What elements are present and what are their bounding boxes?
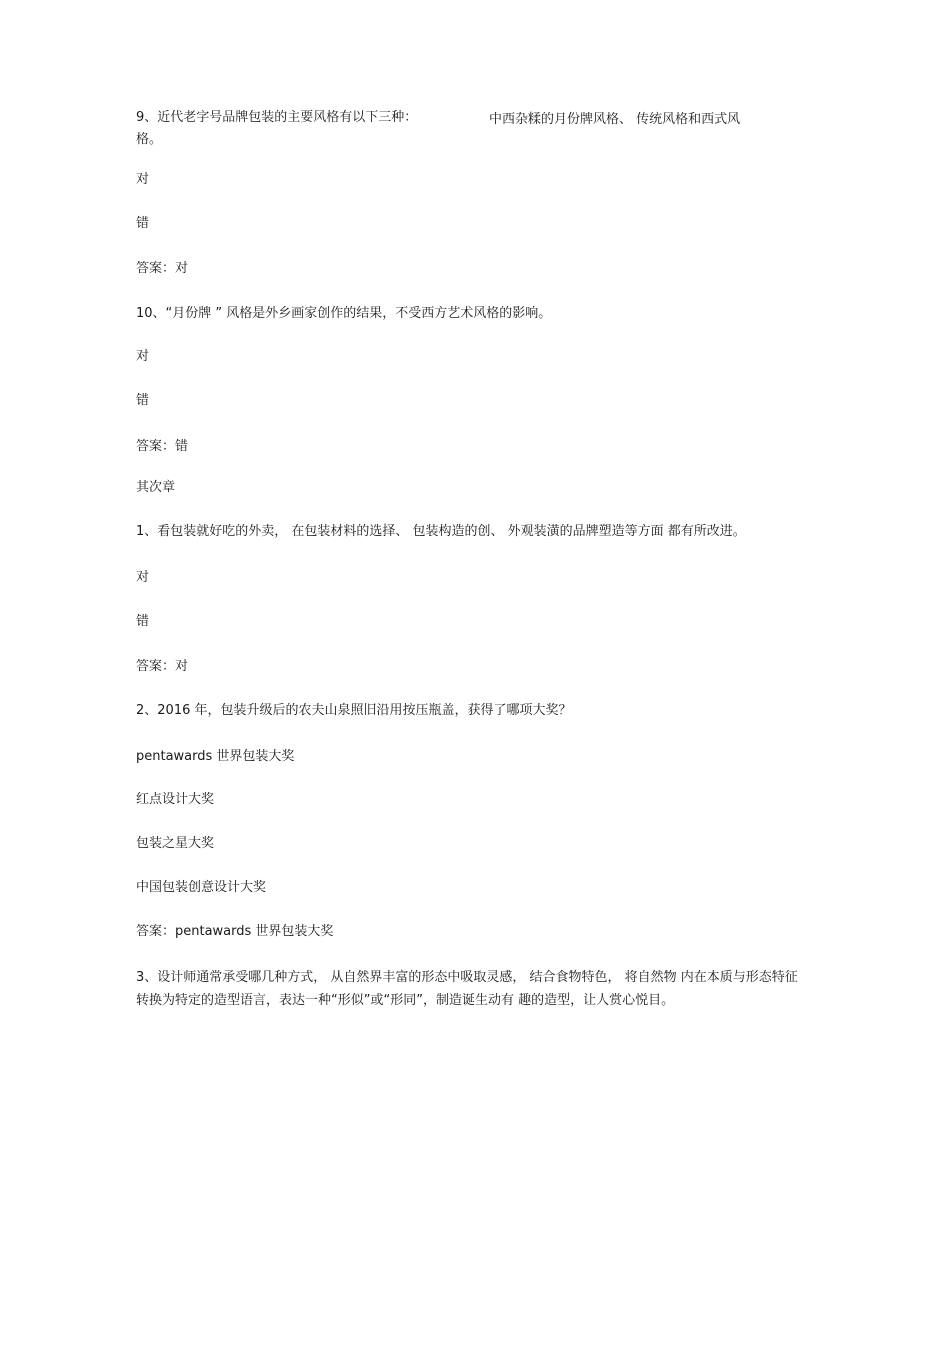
question-9-option-false: 错 (136, 216, 150, 231)
s2-question-1-text: 1、看包装就好吃的外卖， 在包装材料的选择、 包装构造的创、 外观装潢的品牌塑造等方面 都有所改进。 (136, 524, 746, 539)
s2-question-1-answer: 答案：对 (136, 659, 189, 674)
question-10-text: 10、“月份牌 ” 风格是外乡画家创作的结果，不受西方艺术风格的影响。 (136, 306, 552, 321)
question-10-option-false: 错 (136, 393, 150, 408)
s2-question-2-text: 2、2016 年，包装升级后的农夫山泉照旧沿用按压瓶盖，获得了哪项大奖？ (136, 703, 572, 718)
s2-question-2-option-2: 红点设计大奖 (136, 792, 215, 807)
question-10-answer: 答案：错 (136, 439, 189, 454)
question-9-fill-text: 中西杂糅的月份牌风格、 传统风格和西式风 (489, 112, 741, 127)
question-10-option-true: 对 (136, 349, 150, 364)
question-9-text-continued: 格。 (136, 132, 163, 147)
s2-question-1-option-true: 对 (136, 570, 150, 585)
section-title: 其次章 (136, 480, 176, 495)
question-9-answer: 答案：对 (136, 261, 189, 276)
s2-question-2-option-3: 包装之星大奖 (136, 836, 215, 851)
s2-question-1-option-false: 错 (136, 614, 150, 629)
s2-question-3-text: 3、设计师通常承受哪几种方式， 从自然界丰富的形态中吸取灵感， 结合食物特色， 将自然物 内在本质与形态特征转换为特定的造型语言，表达一种“形似”或“形同”，制造诞生动有 趣的造型，让人赏心悦目。 (136, 970, 798, 1008)
question-9-text: 9、近代老字号品牌包装的主要风格有以下三种： (136, 110, 418, 125)
s2-question-2-option-1: pentawards 世界包装大奖 (136, 749, 295, 764)
s2-question-2-option-4: 中国包装创意设计大奖 (136, 880, 267, 895)
s2-question-2-answer: 答案：pentawards 世界包装大奖 (136, 924, 334, 939)
question-9-option-true: 对 (136, 172, 150, 187)
